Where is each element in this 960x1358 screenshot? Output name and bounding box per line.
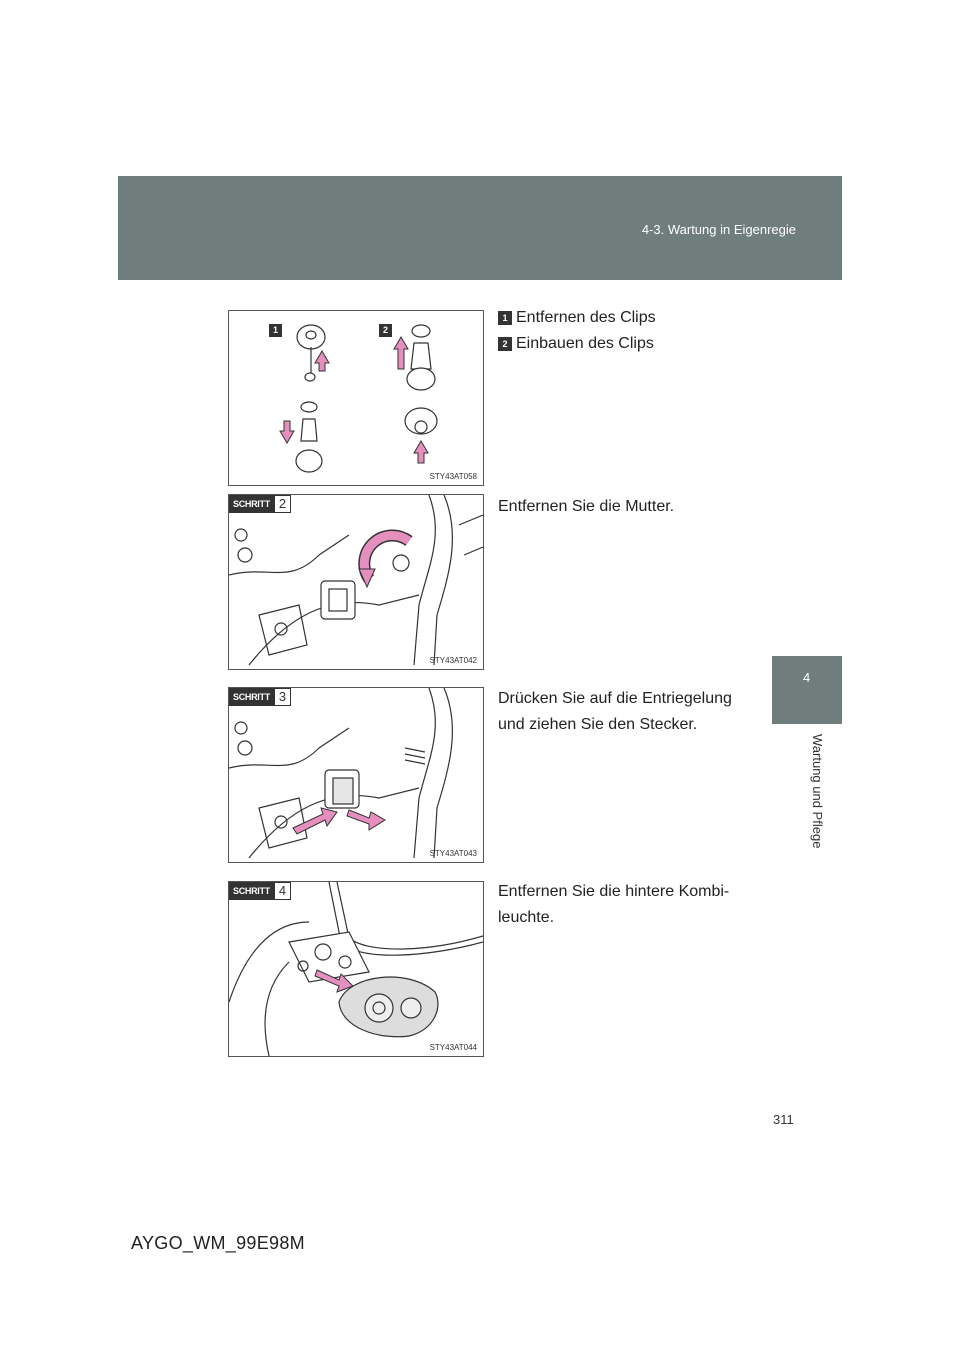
step-number: 2 [274,495,291,513]
chapter-tab [772,656,842,724]
legend-marker-1: 1 [498,311,512,325]
figure-code: STY43AT058 [429,472,477,481]
figure-connector [228,687,484,863]
page-number: 311 [773,1112,794,1127]
header-band [118,176,842,280]
manual-code: AYGO_WM_99E98M [131,1233,305,1253]
step-3-text [498,686,732,738]
figure-rear-light [228,881,484,1057]
legend-item-2 [498,331,656,357]
connector-illustration [229,688,483,862]
step-number: 4 [274,882,291,900]
step-word: SCHRITT [229,882,274,900]
step-4-text [498,879,729,931]
step-number: 3 [274,688,291,706]
step-4-line-2: leuchte. [498,909,555,926]
legend-item-1 [498,305,656,331]
figure-code: STY43AT042 [429,656,477,665]
rear-light-illustration [229,882,483,1056]
section-title: 4-3. Wartung in Eigenregie [641,222,796,237]
step-2-line-1: Entfernen Sie die Mutter. [498,498,675,515]
step-word: SCHRITT [229,688,274,706]
step-badge-3 [229,688,291,706]
clip-illustration [229,311,483,485]
step-badge-4 [229,882,291,900]
legend-text-2: Einbauen des Clips [516,335,654,352]
nut-illustration [229,495,483,669]
step-2-text [498,494,674,520]
legend-text-1: Entfernen des Clips [516,309,656,326]
step-3-line-2: und ziehen Sie den Stecker. [498,716,698,733]
step-3-line-1: Drücken Sie auf die Entriegelung [498,690,732,707]
figure-clip-removal [228,310,484,486]
legend-marker-2: 2 [498,337,512,351]
step-badge-2 [229,495,291,513]
step-4-line-1: Entfernen Sie die hintere Kombi- [498,883,730,900]
step-word: SCHRITT [229,495,274,513]
callout-2: 2 [379,324,392,337]
chapter-label: Wartung und Pflege [810,734,825,849]
clip-legend [498,305,656,357]
figure-nut [228,494,484,670]
chapter-number: 4 [803,670,811,685]
figure-code: STY43AT044 [429,1043,477,1052]
callout-1: 1 [269,324,282,337]
figure-code: STY43AT043 [429,849,477,858]
